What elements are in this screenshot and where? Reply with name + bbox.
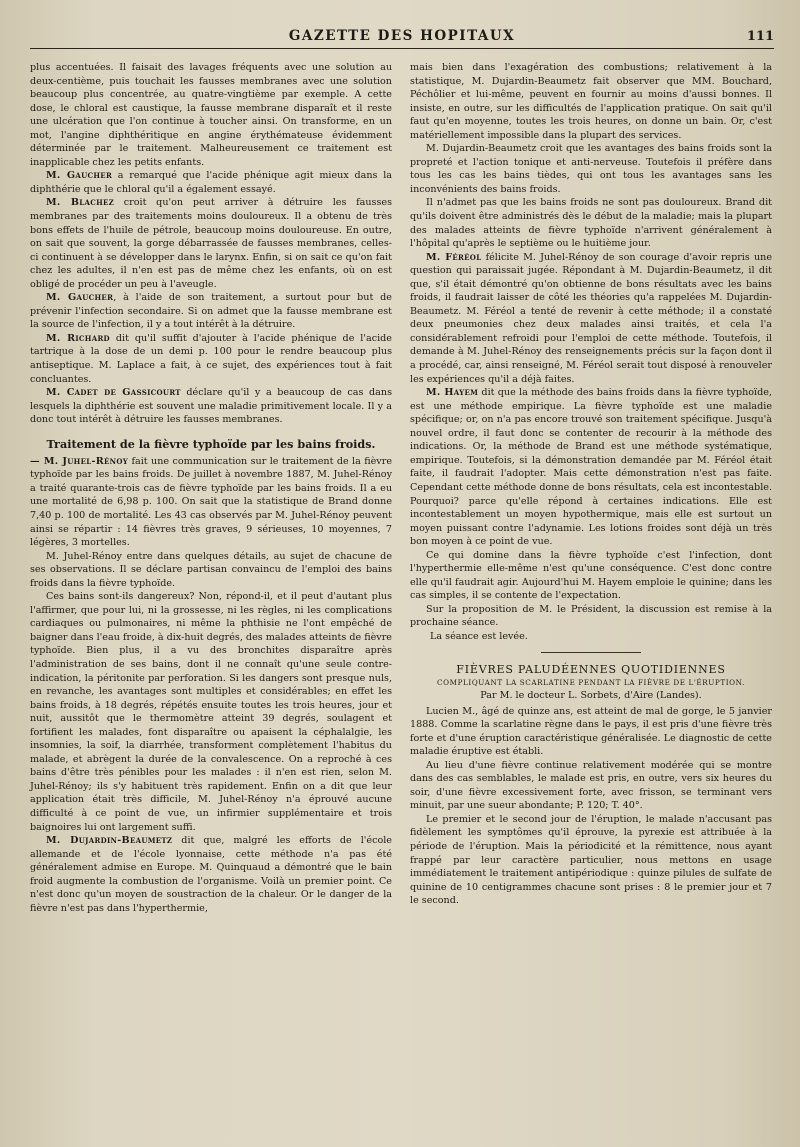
- page-header: [30, 18, 774, 49]
- paragraph: [30, 196, 392, 291]
- paragraph: [30, 332, 392, 386]
- paragraph-text: dit qu'il suffit d'ajouter à l'acide phénique de l'acide tartrique à la dose de un demi p. 100 pour le rendre beaucoup plus antiseptique. M. Laplace a fait, à ce sujet, des expériences tout à fait concluantes.: [30, 332, 392, 385]
- paragraph-text: dit que la méthode des bains froids dans la fièvre typhoïde, est une méthode empirique. La fièvre typhoïde est une maladie spécifique; or, on n'a pas encore trouvé son traitement spécifique. Jusqu'à nouvel ordre, il faut donc se contenter de recourir à la méthode des indications. Or, la méthode de Brand est une méthode systématique, empirique. Toutefois, si la démonstration demandée par M. Féréol était faite, il faudrait l'adopter. Mais cette démonstration n'est pas faite. Cependant cette méthode donne de bons résultats, cela est incontestable. Pourquoi? parce qu'elle répond à certaines indications. Elle est incontestablement un moyen hypothermique, mais elle est surtout un moyen puissant contre l'adynamie. Les lotions froides sont déjà un très bon moyen à ce point de vue.: [410, 387, 772, 548]
- columns: [30, 61, 774, 915]
- paragraph: [30, 550, 392, 591]
- speaker-name: M. Cadet de Gassicourt: [46, 387, 181, 399]
- speaker-name: M. Hayem: [426, 387, 479, 399]
- paragraph-text: mais bien dans l'exagération des combustions; relativement à la statistique, M. Dujardin-Beaumetz fait observer que MM. Bouchard, Péchôlier et lui-même, peuvent en fournir au moins d'aussi bonnes. Il insiste, en outre, sur les difficultés de l'application pratique. On sait qu'il faut qu'en moyenne, toutes les trois heures, on donne un bain. Or, c'est matériellement impossible dans la plupart des services.: [410, 62, 772, 141]
- paragraph-text: Au lieu d'une fièvre continue relativement modérée qui se montre dans des cas semblables, le malade est pris, en outre, vers six heures du soir, d'une fièvre excessivement forte, avec frisson, se terminant vers minuit, par une sueur abondante; P. 120; T. 40°.: [410, 759, 772, 812]
- paragraph: [30, 61, 392, 169]
- paragraph: [30, 291, 392, 332]
- speaker-name: M. Gaucher: [46, 170, 113, 182]
- section-heading: Traitement de la fièvre typhoïde par les bains froids.: [46, 436, 376, 451]
- paragraph-text: félicite M. Juhel-Rénoy de son courage d'avoir repris une question qui paraissait jugée. Répondant à M. Dujardin-Beaumetz, il dit que, s'il était démontré qu'on obtienne de bons résultats avec les bains froids, il faudrait laisser de côté les théories qu'a rappelées M. Dujardin-Beaumetz. M. Féréol a tenté de revenir à cette méthode; il a constaté deux pneumonies chez deux malades ainsi traités, et cela l'a considérablement refroidi pour l'emploi de cette méthode. Toutefois, il demande à M. Juhel-Rénoy des renseignements précis sur la façon dont il a procédé, car, ainsi renseigné, M. Féréol serait tout disposé à renouveler les expériences qu'il a déjà faites.: [410, 251, 772, 385]
- paragraph-text: Sur la proposition de M. le Président, la discussion est remise à la prochaine séance.: [410, 603, 772, 629]
- paragraph: [410, 386, 772, 549]
- article-author: Par M. le docteur L. Sorbets, d'Aire (Landes).: [480, 689, 702, 701]
- journal-title: GAZETTE DES HOPITAUX: [288, 28, 516, 44]
- paragraph-text: croit qu'on peut arriver à détruire les fausses membranes par des traitements moins douloureux. Il a obtenu de très bons effets de l'huile de pétrole, beaucoup moins douloureuse. En outre, on sait que souvent, la gorge débarrassée de fausses membranes, celles-ci continuent à se développer dans le larynx. Enfin, si on sait ce qu'on fait chez les adultes, il n'en est pas de même chez les enfants, où on est obligé de procéder un peu à l'aveugle.: [30, 197, 392, 290]
- paragraph: [410, 759, 772, 813]
- paragraph: [410, 549, 772, 603]
- speaker-name: M. Blachez: [46, 197, 115, 209]
- speaker-name: M. Gaucher: [46, 292, 114, 304]
- speaker-name: M. Féréol: [426, 251, 482, 263]
- paragraph: [30, 455, 392, 550]
- paragraph-text: Le premier et le second jour de l'éruption, le malade n'accusant pas fidèlement les symptômes qu'il éprouve, la pyrexie est attribuée à la période de l'éruption. Mais la périodicité et la rémittence, nous ayant frappé par leur caractère particulier, nous mettons en usage immédiatement le traitement antipériodique : quinze pilules de sulfate de quinine de 10 centigrammes chacune sont prises : 8 le premier jour et 7 le second.: [410, 813, 772, 907]
- paragraph: [410, 142, 772, 196]
- article-title: FIÈVRES PALUDÉENNES QUOTIDIENNES: [456, 662, 726, 676]
- paragraph: [30, 834, 392, 915]
- speaker-name: — M. Juhel-Rénoy: [30, 455, 129, 467]
- paragraph-text: fait une communication sur le traitement de la fièvre typhoïde par les bains froids. De juillet à novembre 1887, M. Juhel-Rénoy a traité quarante-trois cas de fièvre typhoïde par les bains froids. Il a eu une mortalité de 6,98 p. 100. On sait que la statistique de Brand donne 7,40 p. 100 de mortalité. Les 43 cas observés par M. Juhel-Rénoy peuvent ainsi se répartir : 14 fièvres très graves, 9 sérieuses, 10 moyennes, 7 légères, 3 mortelles.: [30, 455, 392, 549]
- paragraph-text: Lucien M., âgé de quinze ans, est atteint de mal de gorge, le 5 janvier 1888. Comme la scarlatine règne dans le pays, il est pris d'une fièvre très forte et d'une éruption caractéristique généralisée. Le diagnostic de cette maladie éruptive est établi.: [410, 705, 772, 758]
- paragraph-text: Ces bains sont-ils dangereux? Non, répond-il, et il peut d'autant plus l'affirmer, que pour lui, ni la grossesse, ni les règles, ni les complications cardiaques ou pulmonaires, ni même la phthisie ne l'ont empêché de baigner dans l'eau froide, à dix-huit degrés, des malades atteints de fièvre typhoïde. Bien plus, il a vu des bronchites disparaître après l'administration de ses bains, dont il ne connaît qu'une seule contre-indication, la péritonite par perforation. Si les dangers sont presque nuls, en revanche, les avantages sont multiples et considérables; en effet les bains froids, à 18 degrés, répétés ensuite toutes les trois heures, jour et nuit, aussitôt que le thermomètre atteint 39 degrés, soulagent et fortifient les malades, font disparaître ou apaisent la céphalalgie, les insomnies, la soif, la diarrhée, transforment complètement l'habitus du malade, et abrègent la durée de la convalescence. On a reproché à ces bains d'être très pénibles pour les malades : il n'en est rien, selon M. Juhel-Rénoy; ils s'y habituent très rapidement. Enfin on a dit que leur application était très difficile, M. Juhel-Rénoy n'a éprouvé aucune difficulté à ce point de vue, un infirmier supplémentaire et trois baignoires lui ont largement suffi.: [30, 591, 392, 833]
- paragraph-text: déclare qu'il y a beaucoup de cas dans lesquels la diphthérie est souvent une maladie primitivement locale. Il y a donc tout intérêt à détruire les fausses membranes.: [30, 387, 393, 426]
- paragraph: [410, 196, 772, 250]
- article-subtitle: COMPLIQUANT LA SCARLATINE PENDANT LA FIÈVRE DE L'ÉRUPTION.: [437, 677, 745, 687]
- paragraph-text: , à l'aide de son traitement, a surtout pour but de prévenir l'infection secondaire. Si on admet que la fausse membrane est la source de l'infection, il y a tout intérêt à la détruire.: [30, 292, 392, 331]
- paragraph: [30, 169, 392, 196]
- paragraph-text: Ce qui domine dans la fièvre typhoïde c'est l'infection, dont l'hyperthermie elle-même n'est qu'une conséquence. C'est donc contre elle qu'il faudrait agir. Aujourd'hui M. Hayem emploie le quinine; dans les cas simples, il se contente de l'expectation.: [410, 549, 772, 602]
- paragraph: [410, 61, 772, 142]
- paragraph-text: Il n'admet pas que les bains froids ne sont pas douloureux. Brand dit qu'ils doivent être administrés dès le début de la maladie; mais la plupart des malades atteints de fièvre typhoïde n'arrivent généralement à l'hôpital qu'après le septième ou le huitième jour.: [410, 197, 772, 250]
- paragraph-text: M. Dujardin-Beaumetz croit que les avantages des bains froids sont la propreté et l'action tonique et anti-nerveuse. Toutefois il préfère dans tous les cas les bains tièdes, qui ont tous les avantages sans les inconvénients des bains froids.: [410, 143, 772, 195]
- paragraph: [410, 705, 772, 759]
- paragraph: [410, 630, 772, 644]
- paragraph: [410, 251, 772, 386]
- left-column: [30, 61, 392, 915]
- section-divider: [541, 652, 641, 653]
- speaker-name: M. Dujardin-Beaumetz: [46, 835, 173, 847]
- paragraph: [30, 590, 392, 834]
- paragraph: [410, 813, 772, 908]
- paragraph-text: dit que, malgré les efforts de l'école allemande et de l'école lyonnaise, cette méthode n'a pas été généralement admise en Europe. M. Quinquaud a démontré que le bain froid augmente la combustion de l'organisme. Voilà un premier point. Ce n'est donc qu'un moyen de soustraction de la chaleur. Or le danger de la fièvre n'est pas dans l'hyperthermie,: [30, 835, 392, 914]
- paragraph-text: M. Juhel-Rénoy entre dans quelques détails, au sujet de chacune de ses observations. Il se déclare partisan convaincu de l'emploi des bains froids dans la fièvre typhoïde.: [30, 550, 392, 589]
- paragraph: [410, 603, 772, 630]
- paragraph-text: La séance est levée.: [430, 630, 528, 642]
- paragraph-text: plus accentuées. Il faisait des lavages fréquents avec une solution au deux-centième, puis touchait les fausses membranes avec une solution beaucoup plus concentrée, au quatre-vingtième par exemple. A cette dose, le chloral est caustique, la fausse membrane disparaît et il reste une ulcération que l'on continue à toucher ainsi. On transforme, en un mot, l'angine diphthéritique en angine érythémateuse évidemment déterminée par le traitement. Malheureusement ce traitement est inapplicable chez les petits enfants.: [30, 62, 392, 168]
- paragraph: [30, 386, 392, 427]
- speaker-name: M. Richard: [46, 332, 110, 344]
- right-column: [410, 61, 772, 915]
- page-number: 111: [746, 29, 774, 44]
- paragraph-text: a remarqué que l'acide phénique agit mieux dans la diphthérie que le chloral qu'il a également essayé.: [30, 170, 392, 195]
